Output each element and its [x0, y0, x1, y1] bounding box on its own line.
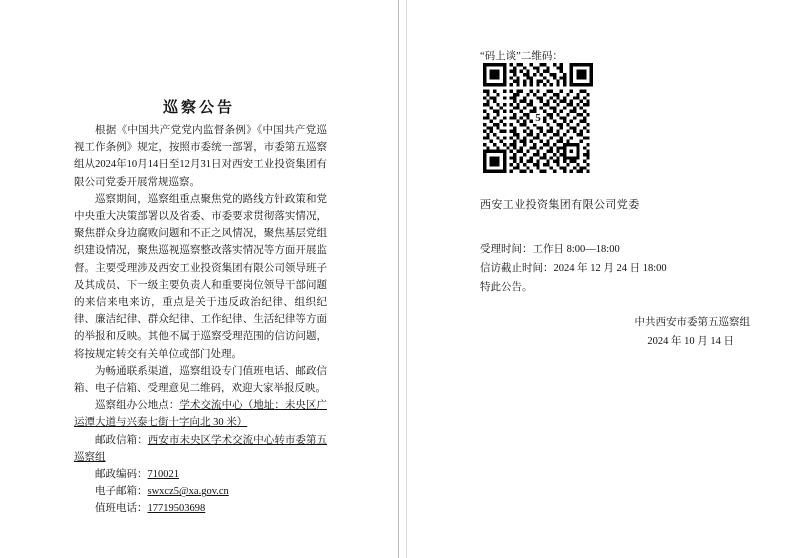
email-label: 电子邮箱：: [95, 486, 148, 498]
mail-box-line: [74, 432, 327, 466]
notice-end-line: 特此公告。: [480, 282, 533, 293]
page-fold-line-left: [398, 0, 399, 558]
deadline-value: 2024 年 12 月 24 日 18:00: [553, 263, 667, 274]
office-address-value: 学术交流中心（地址：未央区广运潭大道与兴泰七街十字向北 30 米）: [74, 400, 328, 429]
email-value[interactable]: swxcz5@xa.gov.cn: [147, 486, 229, 498]
office-address-label: 巡察组办公地点：: [95, 400, 180, 412]
paragraph-scope: 巡察期间，巡察组重点聚焦党的路线方针政策和党中央重大决策部署以及省委、市委要求贯彻落实情况，聚焦群众身边腐败问题和不正之风情况，聚焦基层党组织建设情况，聚焦巡视巡察整改落实情况等方面开展监督。主要受理涉及西安工业投资集团有限公司领导班子及其成员、下一级主要负责人和重要岗位领导干部问题的来信来电来访，重点是关于违反政治纪律、组织纪律、廉洁纪律、群众纪律、工作纪律、生活纪律等方面的举报和反映。其他不属于巡察受理范围的信访问题，将按规定转交有关单位或部门处理。: [74, 193, 327, 360]
postcode-value: 710021: [147, 469, 179, 481]
signature-date: 2024 年 10 月 14 日: [647, 336, 734, 347]
info-block: [480, 240, 667, 297]
organization-name: 西安工业投资集团有限公司党委: [480, 199, 640, 211]
accept-time-label: 受理时间：: [480, 244, 533, 255]
postcode-line: [74, 466, 327, 483]
qr-center-number-text: 5: [535, 111, 541, 124]
left-page-body: [74, 122, 327, 518]
deadline-line: [480, 259, 667, 278]
office-address-line: [74, 397, 327, 431]
qr-code-icon[interactable]: [483, 63, 593, 173]
signature-organization: 中共西安市委第五巡察组: [634, 317, 750, 328]
deadline-label: 信访截止时间：: [480, 263, 554, 274]
accept-time-value: 工作日 8:00—18:00: [532, 244, 620, 255]
duty-phone-line: [74, 500, 327, 517]
mail-box-value: 西安市未央区学术交流中心转市委第五巡察组: [74, 434, 328, 463]
mail-box-label: 邮政信箱：: [95, 434, 148, 446]
accept-time-line: [480, 240, 667, 259]
page-title: 巡察公告: [162, 100, 235, 116]
left-page: [0, 0, 398, 558]
qr-code-label: “码上谈”二维码：: [480, 51, 563, 62]
postcode-label: 邮政编码：: [95, 469, 148, 481]
duty-phone-label: 值班电话：: [95, 503, 148, 515]
signature-block: [480, 313, 760, 351]
duty-phone-value[interactable]: 17719503698: [147, 503, 206, 515]
email-line: [74, 483, 327, 500]
paragraph-basis: 根据《中国共产党党内监督条例》《中国共产党巡视工作条例》规定，按照市委统一部署，市委第五巡察组从2024年10月14日至12月31日对西安工业投资集团有限公司党委开展常规巡察。: [74, 125, 327, 188]
paragraph-channels: 为畅通联系渠道，巡察组设专门值班电话、邮政信箱、电子信箱、受理意见二维码，欢迎大家举报反映。: [74, 365, 327, 395]
